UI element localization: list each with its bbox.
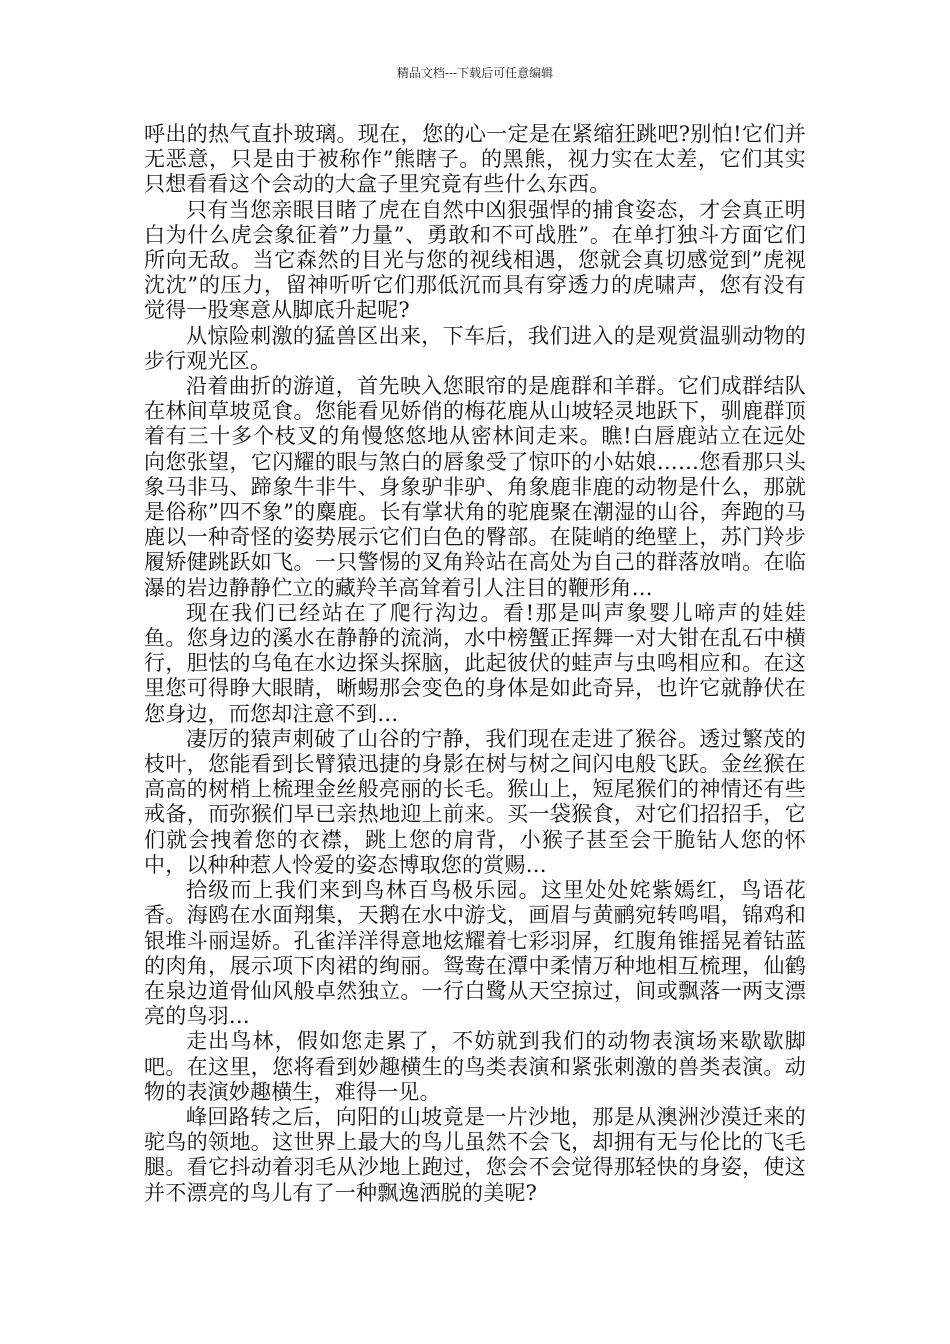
paragraph-2: 只有当您亲眼目睹了虎在自然中凶狠强悍的捕食姿态，才会真正明白为什么虎会象征着”力量”、勇敢和不可战胜”。在单打独斗方面它们所向无敌。当它森然的目光与您的视线相遇，您就会真切感觉到”虎视沈沈”的压力，留神听听它们那低沉而具有穿透力的虎啸声，您有没有觉得一股寒意从脚底升起呢? — [144, 197, 806, 323]
paragraph-9: 峰回路转之后，向阳的山坡竟是一片沙地，那是从澳洲沙漠迁来的驼鸟的领地。这世界上最大的鸟儿虽然不会飞，却拥有无与伦比的飞毛腿。看它抖动着羽毛从沙地上跑过，您会不会觉得那轻快的身姿，使这并不漂亮的鸟儿有了一种飘逸洒脱的美呢? — [144, 1104, 806, 1205]
paragraph-6: 凄厉的猿声刺破了山谷的宁静，我们现在走进了猴谷。透过繁茂的枝叶，您能看到长臂猿迅捷的身影在树与树之间闪电般飞跃。金丝猴在高高的树梢上梳理金丝般亮丽的长毛。猴山上，短尾猴们的神情还有些戒备，而弥猴们早已亲热地迎上前来。买一袋猴食，对它们招招手，它们就会拽着您的衣襟，跳上您的肩背，小猴子甚至会干脆钻人您的怀中，以种种惹人怜爱的姿态博取您的赏赐… — [144, 726, 806, 877]
paragraph-7: 拾级而上我们来到鸟林百鸟极乐园。这里处处姹紫嫣红，鸟语花香。海鸥在水面翔集，天鹅在水中游戈，画眉与黄鹂宛转鸣唱，锦鸡和银堆斗丽逞娇。孔雀洋洋得意地炫耀着七彩羽屏，红腹角锥摇晃着钴蓝的肉角，展示项下肉裙的绚丽。鸳鸯在潭中柔情万种地相互梳理，仙鹤在泉边道骨仙风般卓然独立。一行白鹭从天空掠过，间或飘落一两支漂亮的鸟羽… — [144, 878, 806, 1029]
paragraph-1: 呼出的热气直扑玻璃。现在，您的心一定是在紧缩狂跳吧?别怕!它们并无恶意，只是由于被称作”熊瞎子。的黑熊，视力实在太差，它们其实只想看看这个会动的大盒子里究竟有些什么东西。 — [144, 122, 806, 197]
paragraph-4: 沿着曲折的游道，首先映入您眼帘的是鹿群和羊群。它们成群结队在林间草坡觅食。您能看见娇俏的梅花鹿从山坡轻灵地跃下，驯鹿群顶着有三十多个枝叉的角慢悠悠地从密林间走来。瞧!白唇鹿站立在远处向您张望，它闪耀的眼与煞白的唇象受了惊吓的小姑娘……您看那只头象马非马、蹄象牛非牛、身象驴非驴、角象鹿非鹿的动物是什么，那就是俗称”四不象”的麋鹿。长有掌状角的驼鹿聚在潮湿的山谷，奔跑的马鹿以一种奇怪的姿势展示它们白色的臀部。在陡峭的绝壁上，苏门羚步履矫健跳跃如飞。一只警惕的叉角羚站在高处为自己的群落放哨。在临瀑的岩边静静伫立的藏羚羊高耸着引人注目的鞭形角… — [144, 374, 806, 600]
paragraph-3: 从惊险刺激的猛兽区出来，下车后，我们进入的是观赏温驯动物的步行观光区。 — [144, 323, 806, 373]
paragraph-8: 走出鸟林，假如您走累了，不妨就到我们的动物表演场来歇歇脚吧。在这里，您将看到妙趣横生的鸟类表演和紧张刺激的兽类表演。动物的表演妙趣横生，难得一见。 — [144, 1029, 806, 1104]
page-header: 精品文档---下载后可任意编辑 — [396, 66, 554, 80]
paragraph-5: 现在我们已经站在了爬行沟边。看!那是叫声象婴儿啼声的娃娃鱼。您身边的溪水在静静的流淌，水中榜蟹正挥舞一对大钳在乱石中横行，胆怯的乌龟在水边探头探脑，此起彼伏的蛙声与虫鸣相应和。在这里您可得睁大眼睛，晰蜴那会变色的身体是如此奇异，也许它就静伏在您身边，而您却注意不到… — [144, 600, 806, 726]
document-body — [144, 122, 806, 1206]
